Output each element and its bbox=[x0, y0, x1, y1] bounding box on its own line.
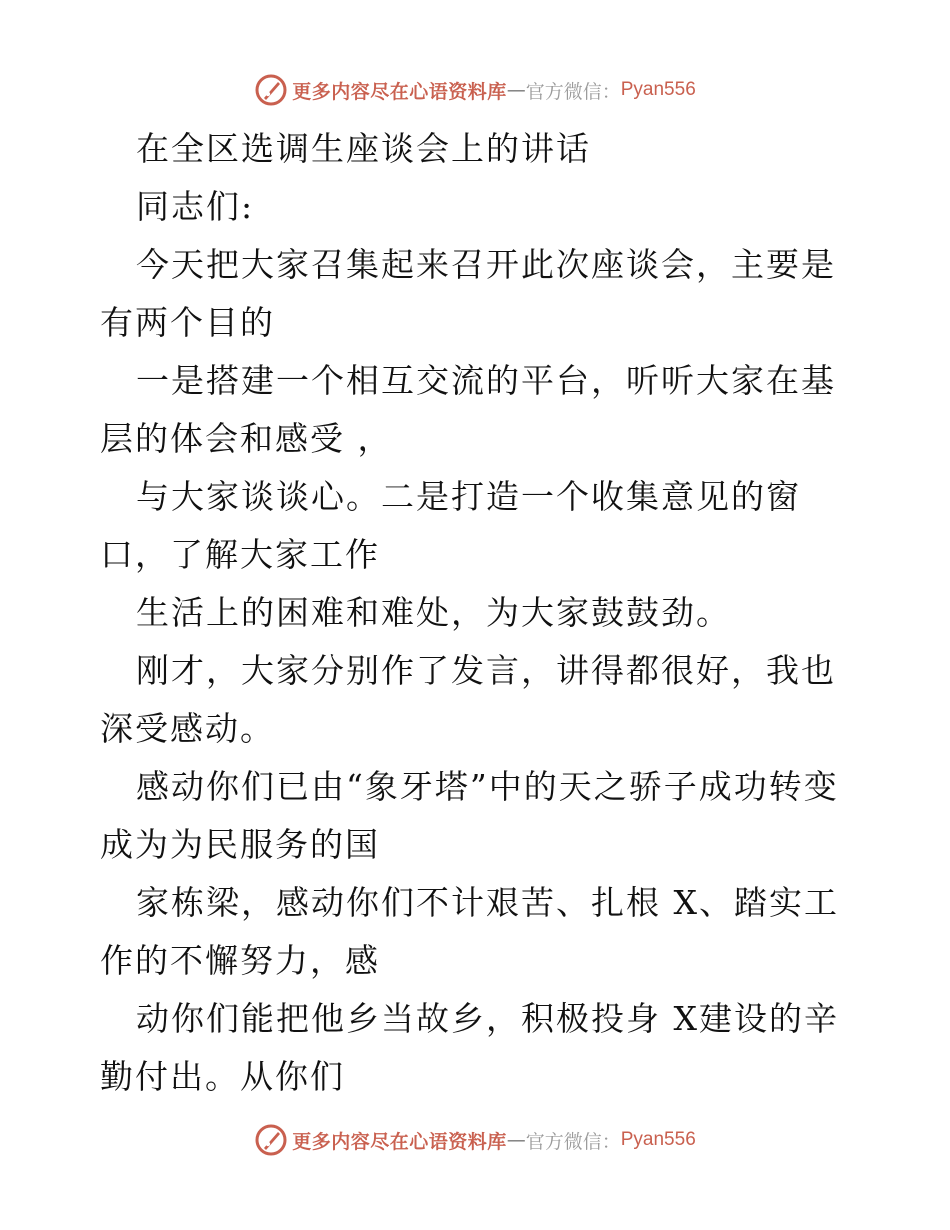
footer-separator: — bbox=[506, 1129, 526, 1151]
paragraph: 动你们能把他乡当故乡，积极投身 X建设的辛勤付出。从你们 bbox=[100, 999, 839, 1096]
footer-banner bbox=[0, 1120, 950, 1160]
footer-wechat-label: 官方微信： bbox=[525, 1130, 621, 1153]
pen-nib-logo-icon bbox=[254, 1123, 288, 1157]
paragraph: 与大家谈谈心。二是打造一个收集意见的窗口，了解大家工作 bbox=[100, 477, 801, 574]
header-banner bbox=[0, 70, 950, 110]
header-wechat-label: 官方微信： bbox=[525, 80, 621, 103]
header-text: 更多内容尽在心语资料库 bbox=[292, 80, 507, 103]
document-title: 在全区选调生座谈会上的讲话 bbox=[136, 129, 591, 168]
header-wechat-id: Pyan556 bbox=[620, 79, 696, 100]
document-body bbox=[100, 120, 860, 1106]
paragraph: 感动你们已由“象牙塔”中的天之骄子成功转变成为为民服务的国 bbox=[100, 767, 839, 864]
footer-text: 更多内容尽在心语资料库 bbox=[292, 1130, 507, 1153]
pen-nib-logo-icon bbox=[254, 73, 288, 107]
paragraph: 今天把大家召集起来召开此次座谈会，主要是有两个目的 bbox=[100, 245, 836, 342]
paragraph: 生活上的困难和难处，为大家鼓鼓劲。 bbox=[136, 593, 731, 632]
salutation: 同志们: bbox=[136, 187, 255, 226]
footer-wechat-id: Pyan556 bbox=[620, 1129, 696, 1150]
paragraph: 家栋梁，感动你们不计艰苦、扎根 X、踏实工作的不懈努力，感 bbox=[100, 883, 839, 980]
header-separator: — bbox=[506, 79, 526, 101]
paragraph: 刚才，大家分别作了发言，讲得都很好，我也深受感动。 bbox=[100, 651, 836, 748]
paragraph: 一是搭建一个相互交流的平台，听听大家在基层的体会和感受 ， bbox=[100, 361, 836, 458]
